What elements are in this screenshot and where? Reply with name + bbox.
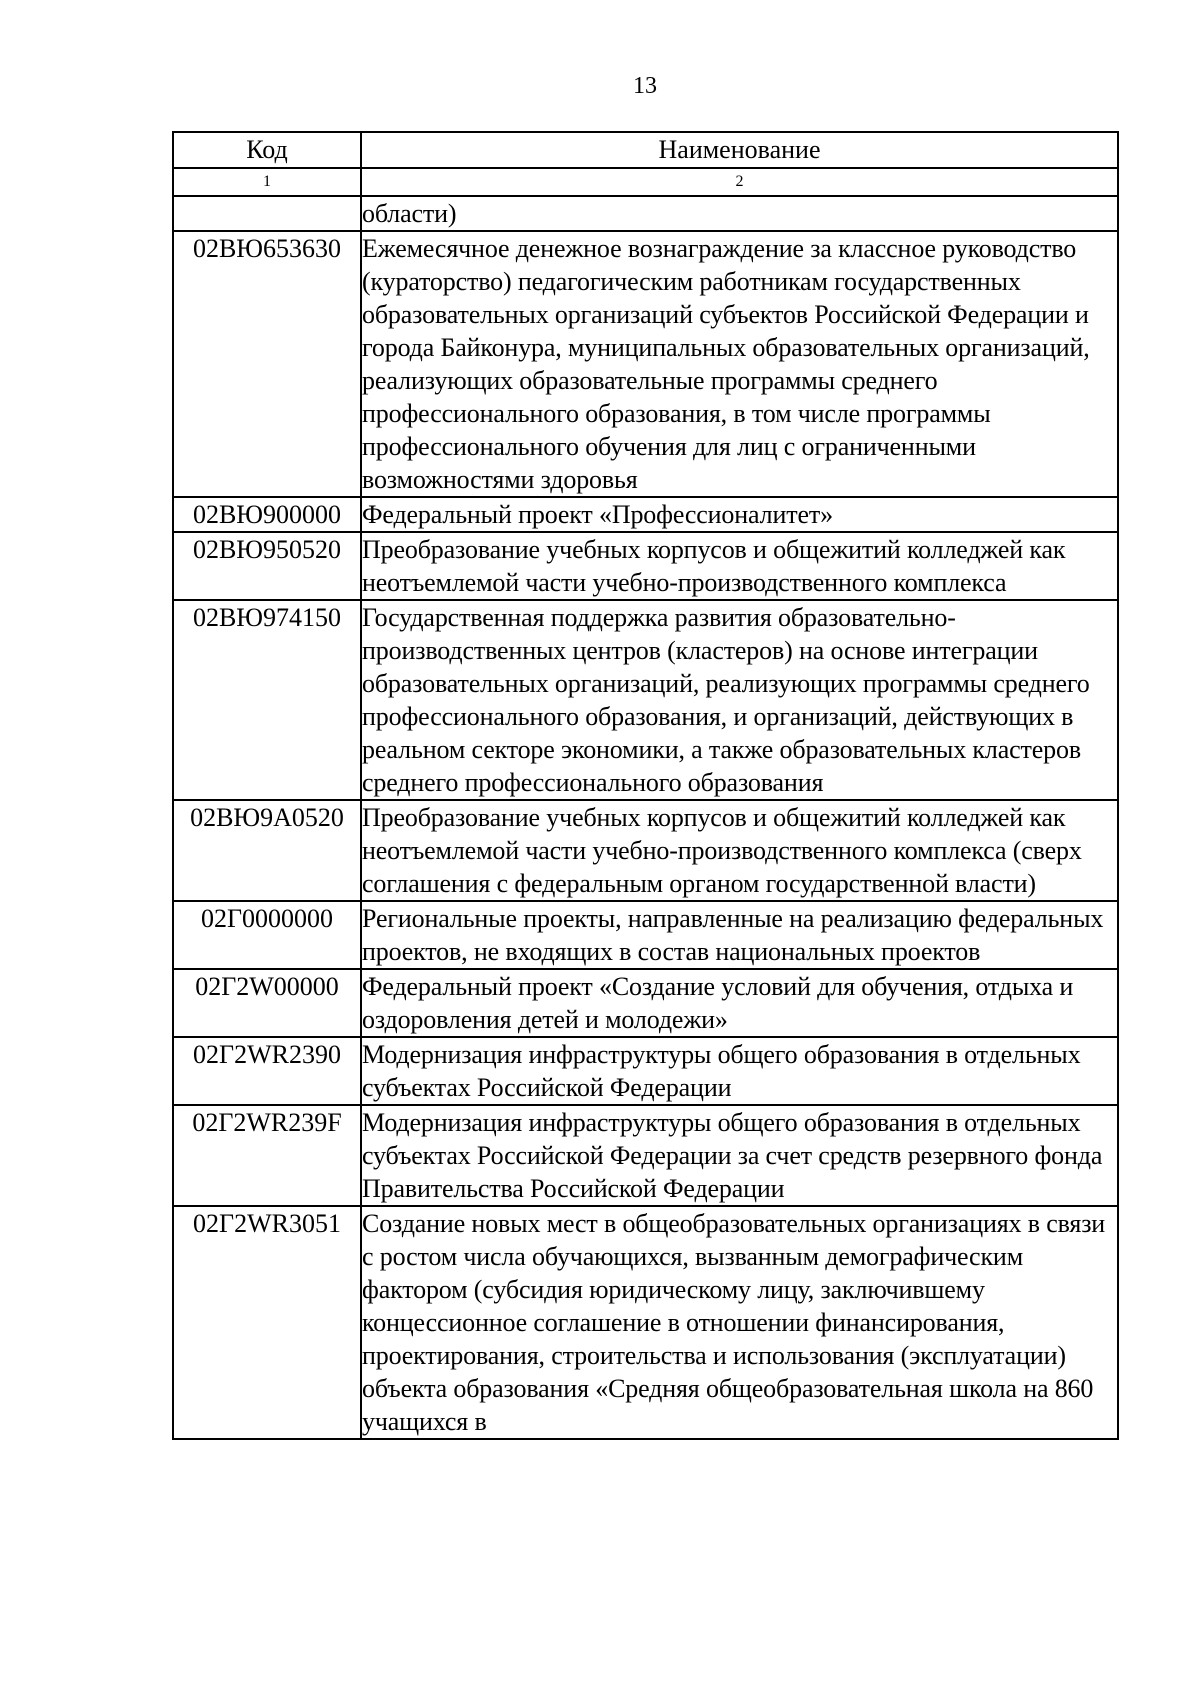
table-row <box>173 196 1118 231</box>
page-number: 13 <box>633 73 657 99</box>
row-code: 02Г2WR2390 <box>173 1037 361 1105</box>
table-row <box>173 1206 1118 1439</box>
row-name: Преобразование учебных корпусов и общежитий колледжей как неотъемлемой части учебно-производственного комплекса (сверх соглашения с федеральным органом государственной власти) <box>361 800 1118 901</box>
row-name: Федеральный проект «Создание условий для обучения, отдыха и оздоровления детей и молодежи» <box>361 969 1118 1037</box>
row-code <box>173 196 361 231</box>
column-number-name: 2 <box>361 168 1118 196</box>
table-row <box>173 1037 1118 1105</box>
row-name: Государственная поддержка развития образовательно-производственных центров (кластеров) на основе интеграции образовательных организаций, реализующих программы среднего профессионального образования, и организаций, действующих в реальном секторе экономики, а также образовательных кластеров среднего профессионального образования <box>361 600 1118 800</box>
row-code: 02Г2W00000 <box>173 969 361 1037</box>
row-name: Федеральный проект «Профессионалитет» <box>361 497 1118 532</box>
table-row <box>173 600 1118 800</box>
row-name: Преобразование учебных корпусов и общежитий колледжей как неотъемлемой части учебно-производственного комплекса <box>361 532 1118 600</box>
table-row <box>173 532 1118 600</box>
row-code: 02ВЮ974150 <box>173 600 361 800</box>
column-number-code: 1 <box>173 168 361 196</box>
row-name: области) <box>361 196 1118 231</box>
budget-code-table <box>172 131 1119 1440</box>
row-code: 02ВЮ950520 <box>173 532 361 600</box>
header-code: Код <box>173 132 361 168</box>
row-code: 02ВЮ900000 <box>173 497 361 532</box>
table-row <box>173 800 1118 901</box>
table-row <box>173 969 1118 1037</box>
row-name: Создание новых мест в общеобразовательных организациях в связи с ростом числа обучающихся, вызванным демографическим фактором (субсидия юридическому лицу, заключившему концессионное соглашение в отношении финансирования, проектирования, строительства и использования (эксплуатации) объекта образования «Средняя общеобразовательная школа на 860 учащихся в <box>361 1206 1118 1439</box>
row-code: 02Г2WR239F <box>173 1105 361 1206</box>
row-code: 02Г0000000 <box>173 901 361 969</box>
table-row <box>173 1105 1118 1206</box>
row-code: 02ВЮ653630 <box>173 231 361 497</box>
row-name: Модернизация инфраструктуры общего образования в отдельных субъектах Российской Федерации за счет средств резервного фонда Правительства Российской Федерации <box>361 1105 1118 1206</box>
row-code: 02ВЮ9А0520 <box>173 800 361 901</box>
header-row <box>173 132 1118 168</box>
row-code: 02Г2WR3051 <box>173 1206 361 1439</box>
row-name: Региональные проекты, направленные на реализацию федеральных проектов, не входящих в состав национальных проектов <box>361 901 1118 969</box>
header-name: Наименование <box>361 132 1118 168</box>
table-row <box>173 497 1118 532</box>
row-name: Ежемесячное денежное вознаграждение за классное руководство (кураторство) педагогическим работникам государственных образовательных организаций субъектов Российской Федерации и города Байконура, муниципальных образовательных организаций, реализующих образовательные программы среднего профессионального образования, в том числе программы профессионального обучения для лиц с ограниченными возможностями здоровья <box>361 231 1118 497</box>
table-row <box>173 231 1118 497</box>
column-number-row <box>173 168 1118 196</box>
table-row <box>173 901 1118 969</box>
row-name: Модернизация инфраструктуры общего образования в отдельных субъектах Российской Федерации <box>361 1037 1118 1105</box>
